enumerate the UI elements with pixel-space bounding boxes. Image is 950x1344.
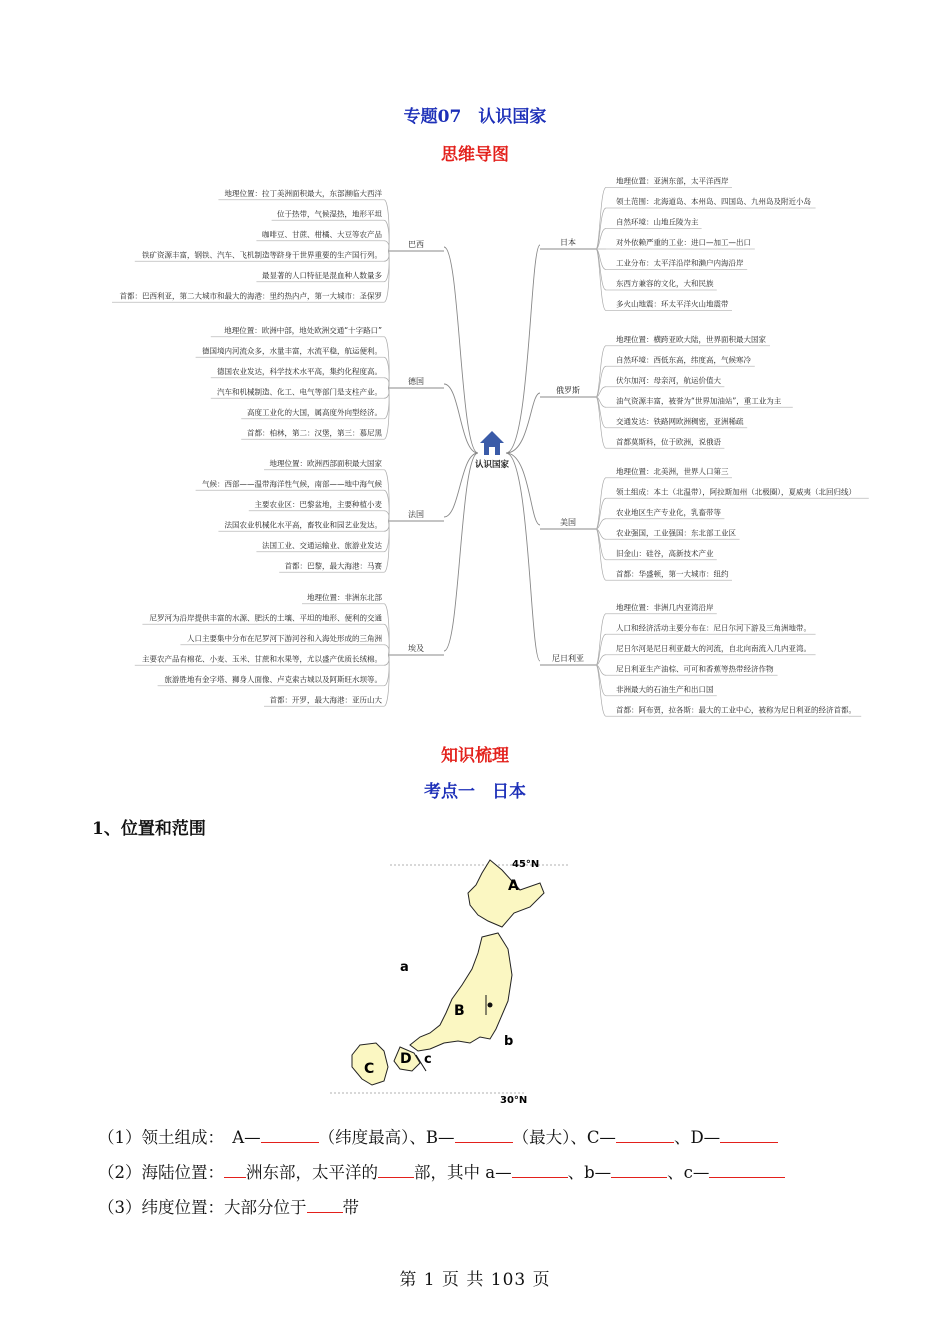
knowledge-subtitle: 考点一 日本 bbox=[424, 782, 526, 802]
leaf-item: 地理位置：横跨亚欧大陆，世界面积最大国家 bbox=[616, 334, 766, 344]
section-heading: 1、位置和范围 bbox=[92, 819, 206, 839]
leaf-line bbox=[596, 397, 606, 448]
blank[interactable] bbox=[455, 1124, 513, 1143]
leaf-item: 非洲最大的石油生产和出口国 bbox=[616, 684, 714, 694]
leaf-item: 对外依赖严重的工业：进口—加工—出口 bbox=[616, 238, 751, 247]
leaf-item: 自然环境：山地丘陵为主 bbox=[616, 217, 699, 227]
leaf-item: 德国农业发达，科学技术水平高，集约化程度高。 bbox=[217, 366, 382, 376]
category-l-1: 德国 bbox=[408, 377, 424, 386]
label-a: a bbox=[400, 960, 409, 975]
leaf-line bbox=[384, 490, 389, 521]
leaf-item: 油气资源丰富，被誉为“世界加油站”，重工业为主 bbox=[616, 396, 782, 406]
blank[interactable] bbox=[512, 1159, 568, 1178]
leaf-item: 主要农产品有棉花、小麦、玉米、甘蔗和水果等，尤以盛产优质长绒棉。 bbox=[142, 654, 382, 664]
branch-line bbox=[506, 453, 540, 525]
honshu-island bbox=[410, 933, 512, 1051]
leaf-item: 人口和经济活动主要分布在：尼日尔河下游及三角洲地带。 bbox=[616, 623, 811, 633]
label-D: D bbox=[400, 1051, 412, 1067]
blank[interactable] bbox=[709, 1159, 785, 1178]
label-b: b bbox=[504, 1034, 514, 1049]
leaf-line bbox=[596, 208, 606, 249]
label-A: A bbox=[508, 878, 519, 894]
leaf-item: 法国农业机械化水平高，畜牧业和园艺业发达。 bbox=[224, 520, 382, 530]
leaf-item: 汽车和机械制造、化工、电气等部门是支柱产业。 bbox=[217, 387, 382, 397]
leaf-line bbox=[596, 614, 606, 665]
leaf-item: 地理位置：非洲几内亚湾沿岸 bbox=[616, 602, 714, 612]
leaf-item: 领土组成：本土（北温带），阿拉斯加州（北极圈），夏威夷（北回归线） bbox=[616, 487, 856, 497]
question-2: （2）海陆位置： 洲东部，太平洋的 部，其中 a— 、b— 、c— bbox=[98, 1159, 785, 1183]
category-l-3: 埃及 bbox=[408, 644, 424, 653]
leaf-item: 尼日利亚生产油棕、可可和香蕉等热带经济作物 bbox=[616, 664, 774, 674]
leaf-line bbox=[596, 529, 606, 580]
leaf-line bbox=[596, 346, 606, 397]
question-3: （3）纬度位置：大部分位于 带 bbox=[98, 1194, 359, 1218]
leaf-item: 自然环境：西低东高，纬度高，气候寒冷 bbox=[616, 355, 751, 365]
leaf-item: 首都莫斯科，位于欧洲，说俄语 bbox=[616, 437, 721, 447]
blank[interactable] bbox=[616, 1124, 674, 1143]
category-r-3: 尼日利亚 bbox=[552, 654, 584, 663]
leaf-item: 首都：开罗，最大海港：亚历山大 bbox=[269, 695, 382, 705]
leaf-item: 德国境内河流众多，水量丰富，水流平稳，航运便利。 bbox=[202, 346, 382, 356]
leaf-item: 多火山地震：环太平洋火山地震带 bbox=[616, 299, 729, 309]
leaf-line bbox=[384, 521, 389, 552]
leaf-item: 旧金山：硅谷，高新技术产业 bbox=[616, 548, 714, 558]
mind-map bbox=[0, 175, 950, 720]
tokyo-marker bbox=[488, 1003, 493, 1008]
leaf-item: 气候：西部——温带海洋性气候，南部——地中海气候 bbox=[202, 479, 382, 489]
leaf-line bbox=[596, 249, 606, 290]
leaf-line bbox=[596, 249, 606, 311]
mindmap-title: 思维导图 bbox=[441, 145, 509, 165]
leaf-item: 位于热带，气候湿热，地形平坦 bbox=[277, 209, 382, 219]
branch-line bbox=[506, 245, 540, 453]
blank[interactable] bbox=[611, 1159, 667, 1178]
leaf-item: 首都：华盛顿，第一大城市：纽约 bbox=[616, 569, 729, 579]
topic-title: 专题07 认识国家 bbox=[403, 107, 547, 127]
label-c: c bbox=[424, 1052, 432, 1067]
blank[interactable] bbox=[720, 1124, 778, 1143]
hokkaido-island bbox=[468, 860, 544, 927]
category-r-1: 俄罗斯 bbox=[556, 386, 580, 395]
blank[interactable] bbox=[307, 1194, 343, 1213]
leaf-item: 法国工业、交通运输业、旅游业发达 bbox=[262, 540, 382, 550]
question-1: （1）领土组成： A— （纬度最高）、B— （最大）、C— 、D— bbox=[98, 1124, 778, 1148]
leaf-item: 地理位置：亚洲东部，太平洋西岸 bbox=[616, 176, 729, 186]
leaf-item: 旅游胜地有金字塔、狮身人面像、卢克索古城以及阿斯旺水坝等。 bbox=[164, 674, 382, 684]
blank[interactable] bbox=[378, 1159, 414, 1178]
leaf-item: 咖啡豆、甘蔗、柑橘、大豆等农产品 bbox=[262, 229, 382, 239]
branch-line bbox=[444, 384, 478, 453]
leaf-line bbox=[384, 388, 389, 419]
center-home-door bbox=[489, 447, 495, 455]
category-r-0: 日本 bbox=[560, 238, 576, 247]
leaf-line bbox=[384, 251, 389, 282]
leaf-item: 工业分布：太平洋沿岸和濑户内海沿岸 bbox=[616, 258, 744, 268]
leaf-item: 东西方兼容的文化，大和民族 bbox=[616, 279, 714, 288]
leaf-item: 地理位置：非洲东北部 bbox=[307, 592, 382, 602]
leaf-line bbox=[596, 478, 606, 529]
category-r-2: 美国 bbox=[560, 518, 576, 527]
leaf-item: 农业强国，工业强国：东北部工业区 bbox=[616, 528, 736, 538]
leaf-item: 交通发达：铁路网欧洲稠密，亚洲稀疏 bbox=[616, 416, 744, 426]
leaf-item: 领土范围：北海道岛、本州岛、四国岛、九州岛及附近小岛 bbox=[616, 197, 811, 206]
leaf-item: 首都：阿布贾，拉各斯：最大的工业中心，被称为尼日利亚的经济首都。 bbox=[616, 705, 856, 715]
leaf-line bbox=[384, 220, 389, 251]
lat-45-label: 45°N bbox=[512, 859, 540, 870]
leaf-item: 首都：柏林，第二：汉堡，第三：慕尼黑 bbox=[247, 428, 382, 438]
leaf-item: 首都：巴黎，最大海港：马赛 bbox=[284, 561, 382, 571]
leaf-item: 铁矿资源丰富，钢铁、汽车、飞机制造等跻身于世界重要的生产国行列。 bbox=[142, 250, 382, 260]
leaf-item: 最显著的人口特征是混血种人数量多 bbox=[262, 270, 382, 280]
branch-line bbox=[444, 453, 478, 517]
leaf-item: 人口主要集中分布在尼罗河下游河谷和入海处形成的三角洲 bbox=[187, 633, 382, 643]
leaf-item: 地理位置：欧洲中部，地处欧洲交通“十字路口” bbox=[224, 325, 382, 335]
label-C: C bbox=[364, 1061, 375, 1077]
leaf-line bbox=[596, 665, 606, 716]
leaf-item: 高度工业化的大国，属高度外向型经济。 bbox=[247, 407, 382, 417]
knowledge-title: 知识梳理 bbox=[441, 746, 509, 766]
label-B: B bbox=[454, 1003, 465, 1019]
leaf-item: 农业地区生产专业化，乳畜带等 bbox=[616, 507, 721, 517]
leaf-item: 首都：巴西利亚，第二大城市和最大的海港：里约热内卢，第一大城市：圣保罗 bbox=[119, 291, 382, 301]
leaf-item: 尼日尔河是尼日利亚最大的河流，自北向南流入几内亚湾。 bbox=[616, 643, 811, 653]
leaf-item: 地理位置：北美洲，世界人口第三 bbox=[616, 466, 729, 476]
leaf-item: 伏尔加河：母亲河，航运价值大 bbox=[616, 375, 721, 385]
blank[interactable] bbox=[224, 1159, 246, 1178]
leaf-item: 主要农业区：巴黎盆地，主要种植小麦 bbox=[254, 499, 382, 509]
center-label: 认识国家 bbox=[474, 460, 510, 470]
leaf-line bbox=[596, 188, 606, 250]
japan-map bbox=[330, 845, 570, 1110]
page-footer: 第 1 页 共 103 页 bbox=[399, 1270, 551, 1290]
leaf-item: 地理位置：欧洲西部面积最大国家 bbox=[269, 458, 382, 468]
leaf-line bbox=[384, 655, 389, 686]
branch-line bbox=[506, 453, 540, 661]
leaf-item: 地理位置：拉丁美洲面积最大，东部濒临大西洋 bbox=[224, 188, 382, 198]
category-l-2: 法国 bbox=[408, 510, 424, 519]
leaf-item: 尼罗河为沿岸提供丰富的水源、肥沃的土壤、平坦的地形、便利的交通 bbox=[149, 613, 382, 623]
leaf-line bbox=[384, 357, 389, 388]
category-l-0: 巴西 bbox=[408, 240, 424, 249]
lat-30-label: 30°N bbox=[500, 1095, 528, 1106]
blank[interactable] bbox=[261, 1124, 319, 1143]
leaf-line bbox=[384, 624, 389, 655]
